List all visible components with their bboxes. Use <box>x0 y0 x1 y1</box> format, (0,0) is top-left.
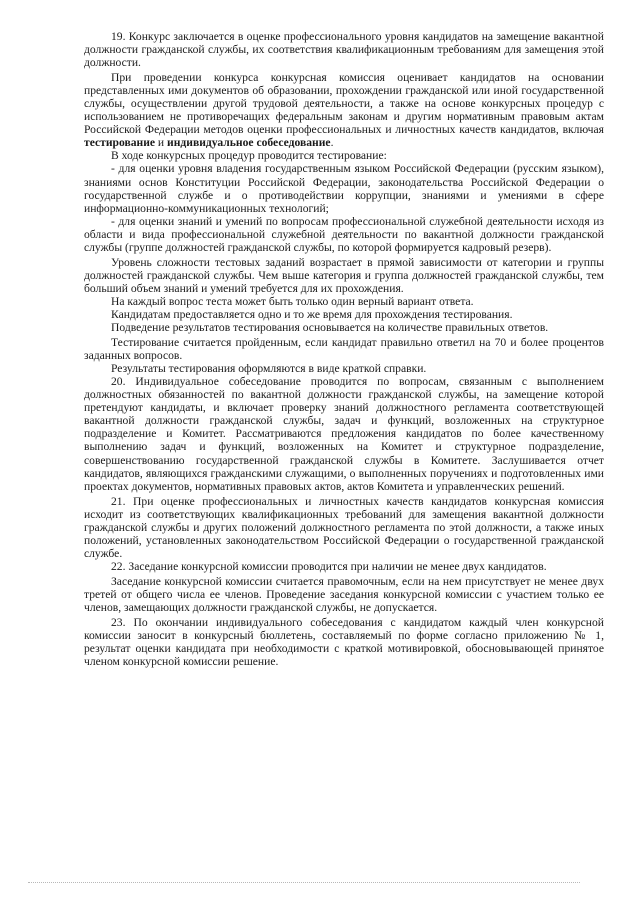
paragraph-pass-threshold: Тестирование считается пройденным, если кандидат правильно ответил на 70 и более процентов заданных вопросов. <box>84 336 604 363</box>
paragraph-23: 23. По окончании индивидуального собеседования с кандидатом каждый член конкурсной комиссии заносит в конкурсный бюллетень, составляемый по форме согласно приложению № 1, результат оценки кандидата при необходимости с краткой мотивировкой, обосновывающей принятое членом конкурсной комиссии решение. <box>84 616 604 669</box>
paragraph-22-quorum: Заседание конкурсной комиссии считается правомочным, если на нем присутствует не менее двух третей от общего числа ее членов. Проведение заседания конкурсной комиссии с участием только ее членов, замещающих должности гражданской службы, не допускается. <box>84 574 604 615</box>
conj-and: и <box>155 136 168 150</box>
paragraph-results: Результаты тестирования оформляются в виде краткой справки. <box>111 362 427 376</box>
period: . <box>330 136 334 150</box>
paragraph-testing-item-2: - для оценки знаний и умений по вопросам профессиональной служебной деятельности исходя из области и вида профессиональной служебной деятельности по вакантной должности гражданской службы (группе должностей гражданской службы, по которой формируется кадровый резерв). <box>84 214 604 254</box>
paragraph-testing-item-1: - для оценки уровня владения государственным языком Российской Федерации (русским языком), знаниями основ Конституции Российской Федерации, законодательства Российской Федерации о государственной службе и о противодействии коррупции, знаниями и умениями в сфере информационно-коммуникационных технологий; <box>84 162 604 215</box>
paragraph-testing-intro: В ходе конкурсных процедур проводится тестирование: <box>111 149 387 163</box>
paragraph-one-answer: На каждый вопрос теста может быть только один верный вариант ответа. <box>111 294 474 308</box>
paragraph-evaluation-text: При проведении конкурса конкурсная комиссия оценивает кандидатов на основании представленных ими документов об образовании, прохождении гражданской или иной государственной службы, осуществлении другой трудовой деятельности, а также на основе конкурсных процедур с использованием не противоречащих федеральным законам и другим нормативным правовым актам Российской Федерации методов оценки профессиональных и личностных качеств кандидатов, включая <box>84 71 604 137</box>
paragraph-19: 19. Конкурс заключается в оценке профессионального уровня кандидатов на замещение вакантной должности гражданской службы, их соответствия квалификационным требованиям для замещения этой должности. <box>84 30 604 70</box>
paragraph-evaluation <box>84 71 604 149</box>
paragraph-same-time: Кандидатам предоставляется одно и то же время для прохождения тестирования. <box>111 307 513 321</box>
paragraph-difficulty: Уровень сложности тестовых заданий возрастает в прямой зависимости от категории и группы должностей гражданской службы. Чем выше категория и группа должностей гражданской службы, тем больший объем знаний и умений требуется для их прохождения. <box>84 255 604 295</box>
bold-testing: тестирование <box>84 136 156 150</box>
paragraph-scoring: Подведение результатов тестирования основывается на количестве правильных ответов. <box>111 321 549 335</box>
bold-interview: индивидуальное собеседование <box>167 136 331 150</box>
bottom-dotted-rule <box>28 882 580 883</box>
paragraph-21: 21. При оценке профессиональных и личностных качеств кандидатов конкурсная комиссия исходит из соответствующих квалификационных требований для замещения вакантной должности гражданской службы и других положений должностного регламента по этой должности, а также иных положений, установленных законодательством Российской Федерации о государственной гражданской службе. <box>84 494 604 560</box>
paragraph-20: 20. Индивидуальное собеседование проводится по вопросам, связанным с выполнением должностных обязанностей по вакантной должности гражданской службы, на замещение которой претендуют кандидаты, и включает проверку знаний должностного регламента соответствующей вакантной должности гражданской службы, задач и функций, возложенных на структурное подразделение и Комитет. Рассматриваются предложения кандидатов по более качественному выполнению задач и функций, возложенных на Комитет и структурное подразделение, совершенствованию государственной гражданской службы в Комитете. Заслушивается отчет кандидатов, являющихся гражданскими служащими, о выполненных поручениях и подготовленных ими проектах документов, нормативных правовых актов, актов Комитета и управленческих решений. <box>84 375 604 493</box>
paragraph-22: 22. Заседание конкурсной комиссии проводится при наличии не менее двух кандидатов. <box>111 559 547 573</box>
